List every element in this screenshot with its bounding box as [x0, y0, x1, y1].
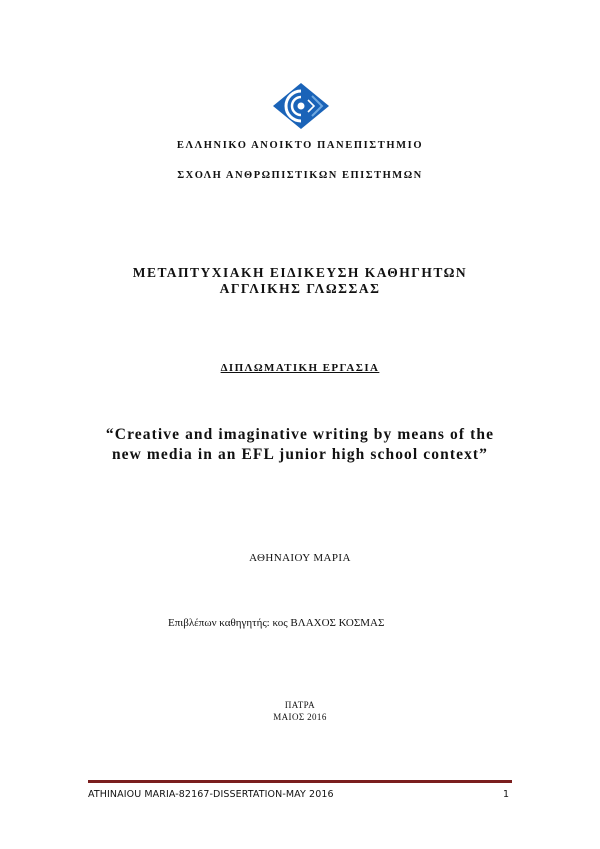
university-name: ΕΛΛΗΝΙΚΟ ΑΝΟΙΚΤΟ ΠΑΝΕΠΙΣΤΗΜΙΟ [176, 140, 424, 151]
program-title-line-1: ΜΕΤΑΠΤΥΧΙΑΚΗ ΕΙΔΙΚΕΥΣΗ ΚΑΘΗΓΗΤΩΝ [132, 265, 468, 280]
university-logo-icon [272, 82, 330, 130]
footer-rule [88, 780, 512, 783]
footer-text: ATHINAIOU MARIA-82167-DISSERTATION-MAY 2016 [88, 789, 334, 800]
thesis-title-line-1: “Creative and imaginative writing by means of the [105, 426, 495, 443]
author-name: ΑΘΗΝΑΙΟΥ ΜΑΡΙΑ [249, 552, 351, 564]
school-name: ΣΧΟΛΗ ΑΝΘΡΩΠΙΣΤΙΚΩΝ ΕΠΙΣΤΗΜΩΝ [177, 170, 423, 181]
thesis-label: ΔΙΠΛΩΜΑΤΙΚΗ ΕΡΓΑΣΙΑ [220, 362, 380, 374]
program-title-line-2: ΑΓΓΛΙΚΗΣ ΓΛΩΣΣΑΣ [219, 281, 381, 296]
thesis-title-line-2: new media in an EFL junior high school context” [111, 446, 489, 463]
date: ΜΑΙΟΣ 2016 [273, 712, 327, 722]
program-title [0, 265, 600, 297]
place: ΠΑΤΡΑ [284, 700, 316, 710]
page-number: 1 [503, 789, 510, 800]
thesis-title [0, 425, 600, 465]
supervisor-line: Επιβλέπων καθηγητής: κος ΒΛΑΧΟΣ ΚΟΣΜΑΣ [168, 617, 385, 629]
